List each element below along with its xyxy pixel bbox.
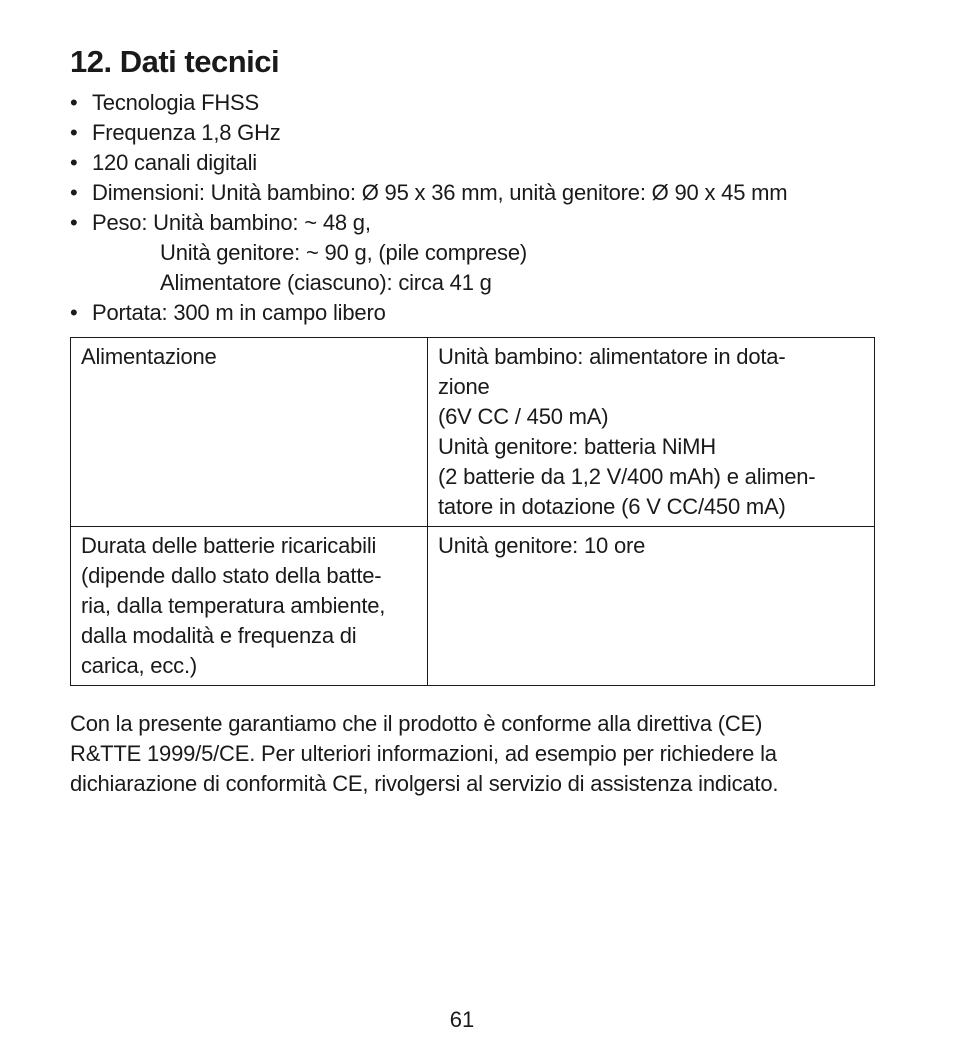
bullet-text: Peso: Unità bambino: ~ 48 g, xyxy=(92,210,371,235)
document-page xyxy=(70,40,875,799)
section-title: 12. Dati tecnici xyxy=(70,44,280,79)
specs-bullet-list xyxy=(70,88,875,328)
bullet-text: Tecnologia FHSS xyxy=(92,90,259,115)
bullet-text: Frequenza 1,8 GHz xyxy=(92,120,281,145)
table-row xyxy=(71,338,875,527)
bullet-continuation-line: Unità genitore: ~ 90 g, (pile comprese) xyxy=(160,240,528,265)
table-cell-label xyxy=(71,338,428,527)
bullet-item xyxy=(70,148,875,178)
bullet-icon: • xyxy=(70,300,78,325)
bullet-text: Portata: 300 m in campo libero xyxy=(92,300,386,325)
cell-line: (2 batterie da 1,2 V/400 mAh) e alimen- xyxy=(438,464,816,489)
conformity-note xyxy=(70,709,875,799)
note-line: Con la presente garantiamo che il prodotto è conforme alla direttiva (CE) xyxy=(70,711,763,736)
note-line: dichiarazione di conformità CE, rivolgersi al servizio di assistenza indicato. xyxy=(70,771,779,796)
cell-line: zione xyxy=(438,374,490,399)
table-cell-value xyxy=(428,527,875,686)
bullet-icon: • xyxy=(70,180,78,205)
cell-line: ria, dalla temperatura ambiente, xyxy=(81,593,386,618)
specs-table xyxy=(70,337,875,686)
cell-line: Unità bambino: alimentatore in dota- xyxy=(438,344,786,369)
page-number: 61 xyxy=(449,1007,475,1032)
cell-line: Alimentazione xyxy=(81,344,217,369)
bullet-item xyxy=(70,118,875,148)
table-cell-label xyxy=(71,527,428,686)
bullet-continuation-line: Alimentatore (ciascuno): circa 41 g xyxy=(160,270,492,295)
bullet-item xyxy=(70,88,875,118)
note-line: R&TTE 1999/5/CE. Per ulteriori informazioni, ad esempio per richiedere la xyxy=(70,741,777,766)
table-row xyxy=(71,527,875,686)
bullet-text: 120 canali digitali xyxy=(92,150,257,175)
cell-line: carica, ecc.) xyxy=(81,653,197,678)
bullet-item xyxy=(70,298,875,328)
bullet-icon: • xyxy=(70,120,78,145)
cell-line: tatore in dotazione (6 V CC/450 mA) xyxy=(438,494,786,519)
cell-line: (6V CC / 450 mA) xyxy=(438,404,609,429)
bullet-icon: • xyxy=(70,90,78,115)
bullet-text: Dimensioni: Unità bambino: Ø 95 x 36 mm, unità genitore: Ø 90 x 45 mm xyxy=(92,180,788,205)
bullet-icon: • xyxy=(70,210,78,235)
cell-line: Unità genitore: 10 ore xyxy=(438,533,646,558)
bullet-item xyxy=(70,178,875,208)
cell-line: Unità genitore: batteria NiMH xyxy=(438,434,716,459)
cell-line: Durata delle batterie ricaricabili xyxy=(81,533,377,558)
cell-line: (dipende dallo stato della batte- xyxy=(81,563,382,588)
bullet-icon: • xyxy=(70,150,78,175)
bullet-item-weight xyxy=(70,208,875,298)
cell-line: dalla modalità e frequenza di xyxy=(81,623,357,648)
table-cell-value xyxy=(428,338,875,527)
